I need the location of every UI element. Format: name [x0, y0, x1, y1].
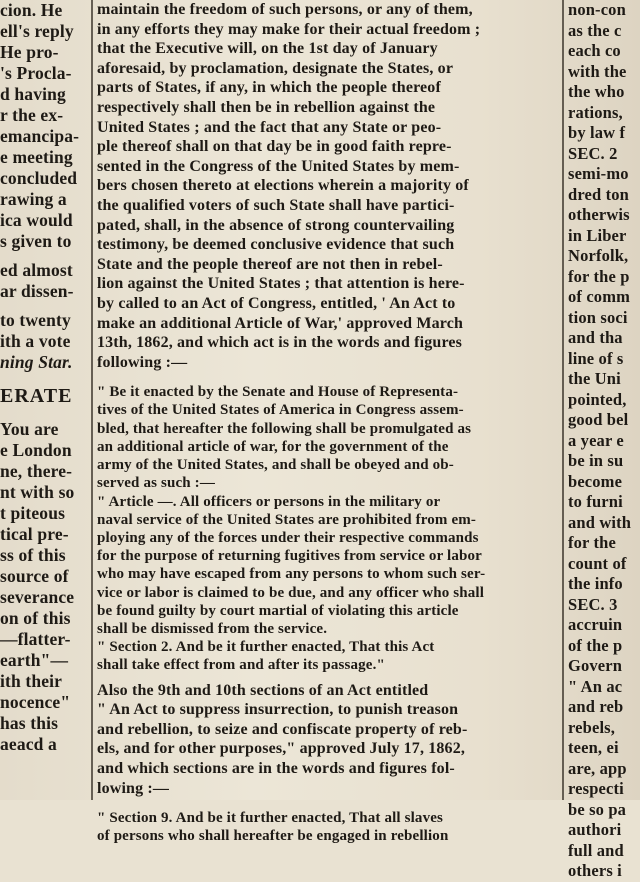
middle-column — [97, 0, 558, 845]
text-line: and rebellion, to seize and confiscate property of reb- — [97, 720, 468, 738]
text-line: 's Procla- — [0, 63, 72, 83]
text-line: good bel — [568, 410, 629, 429]
section-nine-quote — [97, 809, 558, 845]
text-line: others i — [568, 861, 622, 880]
text-line: dred ton — [568, 184, 629, 204]
text-line: ed almost — [0, 260, 73, 280]
text-line: to furni — [568, 492, 623, 511]
text-line: the who — [568, 82, 625, 101]
text-line: each co — [568, 41, 621, 60]
text-line: be found guilty by court martial of violating this article — [97, 602, 459, 619]
text-line: s given to — [0, 231, 72, 251]
text-line: " Article —. All officers or persons in the military or — [97, 493, 441, 510]
text-line: of comm — [568, 287, 630, 306]
text-line: testimony, be deemed conclusive evidence that such — [97, 236, 455, 254]
text-line: in Liber — [568, 225, 627, 245]
text-line: nocence" — [0, 692, 71, 712]
text-line: for the — [568, 533, 616, 552]
text-line: bled, that hereafter the following shall be promulgated as — [97, 420, 472, 437]
text-line: rawing a — [0, 189, 67, 209]
text-line: lion against the United States ; that attention is here- — [97, 275, 465, 293]
text-line: authori — [568, 820, 622, 839]
text-line: who may have escaped from any persons to whom such ser- — [97, 566, 486, 583]
text-line: for the purpose of returning fugitives from service or labor — [97, 548, 482, 565]
text-line: ss of this — [0, 545, 66, 565]
text-line: to twenty — [0, 310, 71, 330]
text-line: " An ac — [568, 676, 623, 696]
text-line: aforesaid, by proclamation, designate the States, or — [97, 59, 454, 77]
text-line: following :— — [97, 353, 188, 371]
text-line: non-con — [568, 0, 626, 19]
text-line: teen, ei — [568, 738, 619, 757]
text-line: Also the 9th and 10th sections of an Act entitled — [97, 681, 429, 699]
text-line: army of the United States, and shall be obeyed and ob- — [97, 457, 454, 474]
text-line: SEC. 2 — [568, 143, 618, 163]
text-line: rebels, — [568, 717, 616, 737]
text-line: full and — [568, 840, 624, 860]
text-line: make an additional Article of War,' approved March — [97, 314, 464, 332]
text-line: line of s — [568, 348, 624, 368]
text-line: served as such :— — [97, 475, 215, 492]
text-line: cion. He — [0, 0, 63, 20]
text-line: be in su — [568, 451, 624, 470]
text-line: ica would — [0, 210, 73, 230]
text-line: " Section 9. And be it further enacted, That all slaves — [97, 810, 444, 827]
text-line: SEC. 3 — [568, 594, 618, 614]
text-line: ith a vote — [0, 331, 71, 351]
text-line: an additional article of war, for the government of the — [97, 438, 449, 455]
text-line: tives of the United States of America in Congress assem- — [97, 402, 464, 419]
text-line: You are — [0, 419, 59, 439]
text-line: rations, — [568, 102, 623, 122]
text-line: the qualified voters of such State shall have partici- — [97, 196, 455, 214]
text-line: earth"— — [0, 650, 69, 670]
text-line: ple thereof shall on that day be in good faith repre- — [97, 138, 452, 156]
text-line: accruin — [568, 615, 623, 634]
text-line: by law f — [568, 123, 626, 142]
column-rule-right — [562, 0, 564, 800]
italic-line: ning Star. — [0, 352, 73, 372]
text-line: maintain the freedom of such persons, or any of them, — [97, 1, 473, 18]
text-line: els, and for other purposes," approved July 17, 1862, — [97, 740, 465, 758]
text-line: that the Executive will, on the 1st day of January — [97, 40, 438, 58]
text-line: e meeting — [0, 147, 73, 167]
text-line: naval service of the United States are prohibited from em- — [97, 511, 477, 528]
confiscation-act-paragraph — [97, 681, 558, 799]
column-heading: ERATE — [0, 385, 73, 407]
text-line: the Uni — [568, 369, 621, 388]
text-line: United States ; and the fact that any State or peo- — [97, 118, 442, 136]
text-line: ar dissen- — [0, 281, 74, 301]
text-line: and tha — [568, 328, 623, 347]
text-line: ne, there- — [0, 461, 73, 481]
text-line: and which sections are in the words and figures fol- — [97, 759, 455, 777]
text-line: be so pa — [568, 799, 627, 819]
text-line: vice or labor is claimed to be due, and any officer who shall — [97, 584, 485, 601]
text-line: lowing :— — [97, 779, 170, 797]
text-line: severance — [0, 587, 75, 607]
text-line: pointed, — [568, 389, 627, 409]
text-line: has this — [0, 713, 59, 733]
text-line: ploying any of the forces under their respective commands — [97, 529, 479, 546]
text-line: emancipa- — [0, 126, 80, 146]
text-line: with the — [568, 61, 627, 81]
text-line: otherwis — [568, 205, 630, 224]
text-line: Norfolk, — [568, 246, 629, 265]
text-line: " Section 2. And be it further enacted, That this Act — [97, 639, 435, 656]
text-line: d having — [0, 84, 66, 104]
text-line: parts of States, if any, in which the people thereof — [97, 79, 441, 97]
text-line: aeacd a — [0, 734, 57, 754]
text-line: respecti — [568, 779, 624, 798]
text-line: semi-mo — [568, 164, 629, 183]
text-line: as the c — [568, 20, 622, 40]
text-line: source of — [0, 566, 69, 586]
text-line: bers chosen thereto at elections wherein a majority of — [97, 177, 469, 195]
text-line: tion soci — [568, 307, 628, 327]
text-line: e London — [0, 440, 72, 460]
text-line: on of this — [0, 608, 71, 628]
text-line: for the p — [568, 266, 630, 286]
text-line: shall be dismissed from the service. — [97, 620, 328, 637]
text-line: and reb — [568, 697, 624, 716]
text-line: are, app — [568, 758, 627, 778]
text-line: a year e — [568, 430, 624, 450]
text-line: the info — [568, 574, 623, 593]
text-line: and with — [568, 512, 632, 532]
text-line: of persons who shall hereafter be engaged in rebellion — [97, 828, 449, 845]
text-line: become — [568, 471, 623, 491]
proclamation-paragraph — [97, 0, 558, 372]
text-line: r the ex- — [0, 105, 64, 125]
text-line: respectively shall then be in rebellion against the — [97, 98, 436, 116]
right-column — [568, 0, 640, 880]
text-line: concluded — [0, 168, 78, 188]
text-line: by called to an Act of Congress, entitled, ' An Act to — [97, 294, 456, 312]
text-line: t piteous — [0, 503, 66, 523]
text-line: " An Act to suppress insurrection, to punish treason — [97, 701, 459, 719]
text-line: 13th, 1862, and which act is in the words and figures — [97, 334, 463, 352]
text-line: Govern — [568, 656, 623, 675]
text-line: sented in the Congress of the United States by mem- — [97, 157, 460, 175]
article-of-war-quote — [97, 383, 558, 674]
column-rule-left — [91, 0, 93, 800]
text-line: " Be it enacted by the Senate and House of Representa- — [97, 384, 459, 401]
text-line: nt with so — [0, 482, 75, 502]
text-line: ith their — [0, 671, 63, 691]
text-line: He pro- — [0, 42, 59, 62]
text-line: ell's reply — [0, 21, 74, 41]
text-line: pated, shall, in the absence of strong countervailing — [97, 216, 455, 234]
text-line: of the p — [568, 635, 623, 655]
text-line: in any efforts they may make for their actual freedom ; — [97, 20, 481, 38]
text-line: count of — [568, 553, 627, 573]
left-column — [0, 0, 88, 800]
text-line: —flatter- — [0, 629, 71, 649]
text-line: State and the people thereof are not then in rebel- — [97, 255, 443, 273]
text-line: shall take effect from and after its passage." — [97, 657, 385, 674]
text-line: tical pre- — [0, 524, 69, 544]
